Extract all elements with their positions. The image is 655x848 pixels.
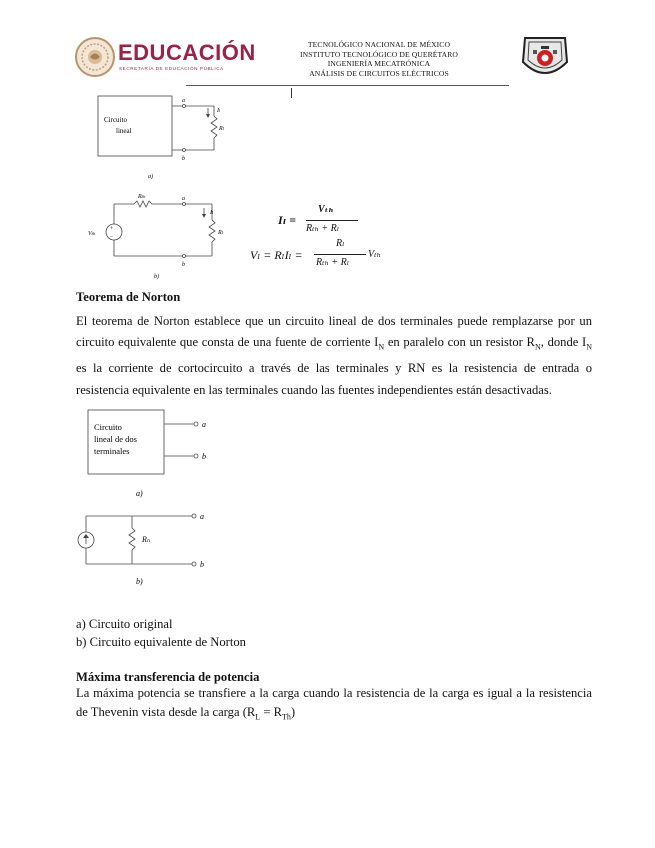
box-label-circuito: Circuito xyxy=(104,116,127,124)
norton-sub-1: N xyxy=(378,342,385,352)
vl-num: Rₗ xyxy=(336,238,345,249)
norton-caption-a: a) xyxy=(136,489,143,498)
norton-box-2: lineal de dos xyxy=(94,434,137,444)
il-fraction-bar xyxy=(306,220,358,221)
node-a-label: a xyxy=(182,98,185,104)
node-b-label-b: b xyxy=(182,262,185,268)
norton-figure-b xyxy=(70,504,230,590)
norton-p3: , donde I xyxy=(540,335,587,350)
norton-figure-a xyxy=(86,406,236,500)
il-den: Rₜₕ + Rₗ xyxy=(306,223,340,234)
max-power-end: ) xyxy=(290,705,296,719)
header-rule xyxy=(186,85,509,86)
thevenin-figure-a xyxy=(96,92,236,182)
vl-tail: Vₜₕ xyxy=(368,249,381,260)
max-power-mid: = R xyxy=(260,705,282,719)
norton-caption-b: b) xyxy=(136,577,143,586)
load-res-label-b: Rₗ xyxy=(218,230,224,236)
norton-node-b: b xyxy=(202,452,206,461)
box-label-lineal: lineal xyxy=(116,127,132,135)
max-power-sub-th: Th xyxy=(282,712,291,722)
norton-box-3: terminales xyxy=(94,446,130,456)
norton-p1: El teorema de Norton establece que un circuito lineal de dos terminales puede remplazarse por un circuito equivalente que consta de una fuente de corriente I xyxy=(76,314,592,350)
itq-shield-logo xyxy=(519,32,571,84)
il-lhs: Iₗ = xyxy=(278,213,297,227)
norton-title: Teorema de Norton xyxy=(76,290,181,304)
header-tick xyxy=(291,88,292,98)
norton-node-a-b: a xyxy=(200,512,204,521)
max-power-paragraph xyxy=(76,684,592,727)
vl-fraction-bar xyxy=(314,254,366,255)
header-line-4: ANÁLISIS DE CIRCUITOS ELÉCTRICOS xyxy=(309,68,449,78)
max-power-title: Máxima transferencia de potencia xyxy=(76,670,260,684)
equation-vl xyxy=(250,238,400,274)
header-line-3: INGENIERÍA MECATRÓNICA xyxy=(327,59,431,69)
legend-a: a) Circuito original xyxy=(76,617,173,631)
norton-node-a: a xyxy=(202,420,206,429)
load-res-label: Rₗ xyxy=(219,126,225,132)
institution-header xyxy=(288,40,470,78)
caption-b: b) xyxy=(154,274,159,280)
sep-seal-logo xyxy=(74,36,116,78)
norton-rn-label: Rₙ xyxy=(142,535,151,544)
rth-label: Rₜₕ xyxy=(138,194,146,200)
equation-il xyxy=(278,204,388,238)
header-line-1: TECNOLÓGICO NACIONAL DE MÉXICO xyxy=(307,40,451,49)
norton-paragraph xyxy=(76,311,592,401)
norton-sub-2: N xyxy=(534,342,541,352)
header-line-2: INSTITUTO TECNOLÓGICO DE QUERÉTARO xyxy=(300,49,458,59)
brand-title: EDUCACIÓN xyxy=(118,40,256,65)
thevenin-figure-b xyxy=(88,190,228,282)
norton-sub-3: N xyxy=(586,342,592,352)
vth-label: Vₜₕ xyxy=(88,231,96,237)
svg-text:+: + xyxy=(110,226,114,232)
il-num: Vₜₕ xyxy=(318,204,334,215)
caption-a: a) xyxy=(148,174,153,180)
vl-lhs: Vₗ = RₗIₗ = xyxy=(250,248,303,262)
brand-subtitle: SECRETARÍA DE EDUCACIÓN PÚBLICA xyxy=(119,66,224,71)
norton-box-1: Circuito xyxy=(94,422,122,432)
legend-b: b) Circuito equivalente de Norton xyxy=(76,635,246,649)
norton-node-b-b: b xyxy=(200,560,204,569)
load-current-label-b: Iₗ xyxy=(210,210,214,216)
max-power-p1: La máxima potencia se transfiere a la carga cuando la resistencia de la carga es igual a la resistencia de Thevenin vista desde la carga (R xyxy=(76,686,592,719)
node-b-label: b xyxy=(182,156,185,162)
node-a-label-b: a xyxy=(182,196,185,202)
norton-p2: en paralelo con un resistor R xyxy=(384,335,535,350)
norton-p4: es la corriente de cortocircuito a través de las terminales y RN es la resistencia de entrada o resistencia equivalente en las terminales cuando las fuentes independientes están desactivadas. xyxy=(76,361,592,397)
load-current-label: Iₗ xyxy=(217,108,221,114)
vl-den: Rₜₕ + Rₗ xyxy=(316,257,350,268)
max-power-sub-l: L xyxy=(255,712,261,722)
svg-text:−: − xyxy=(110,234,114,240)
